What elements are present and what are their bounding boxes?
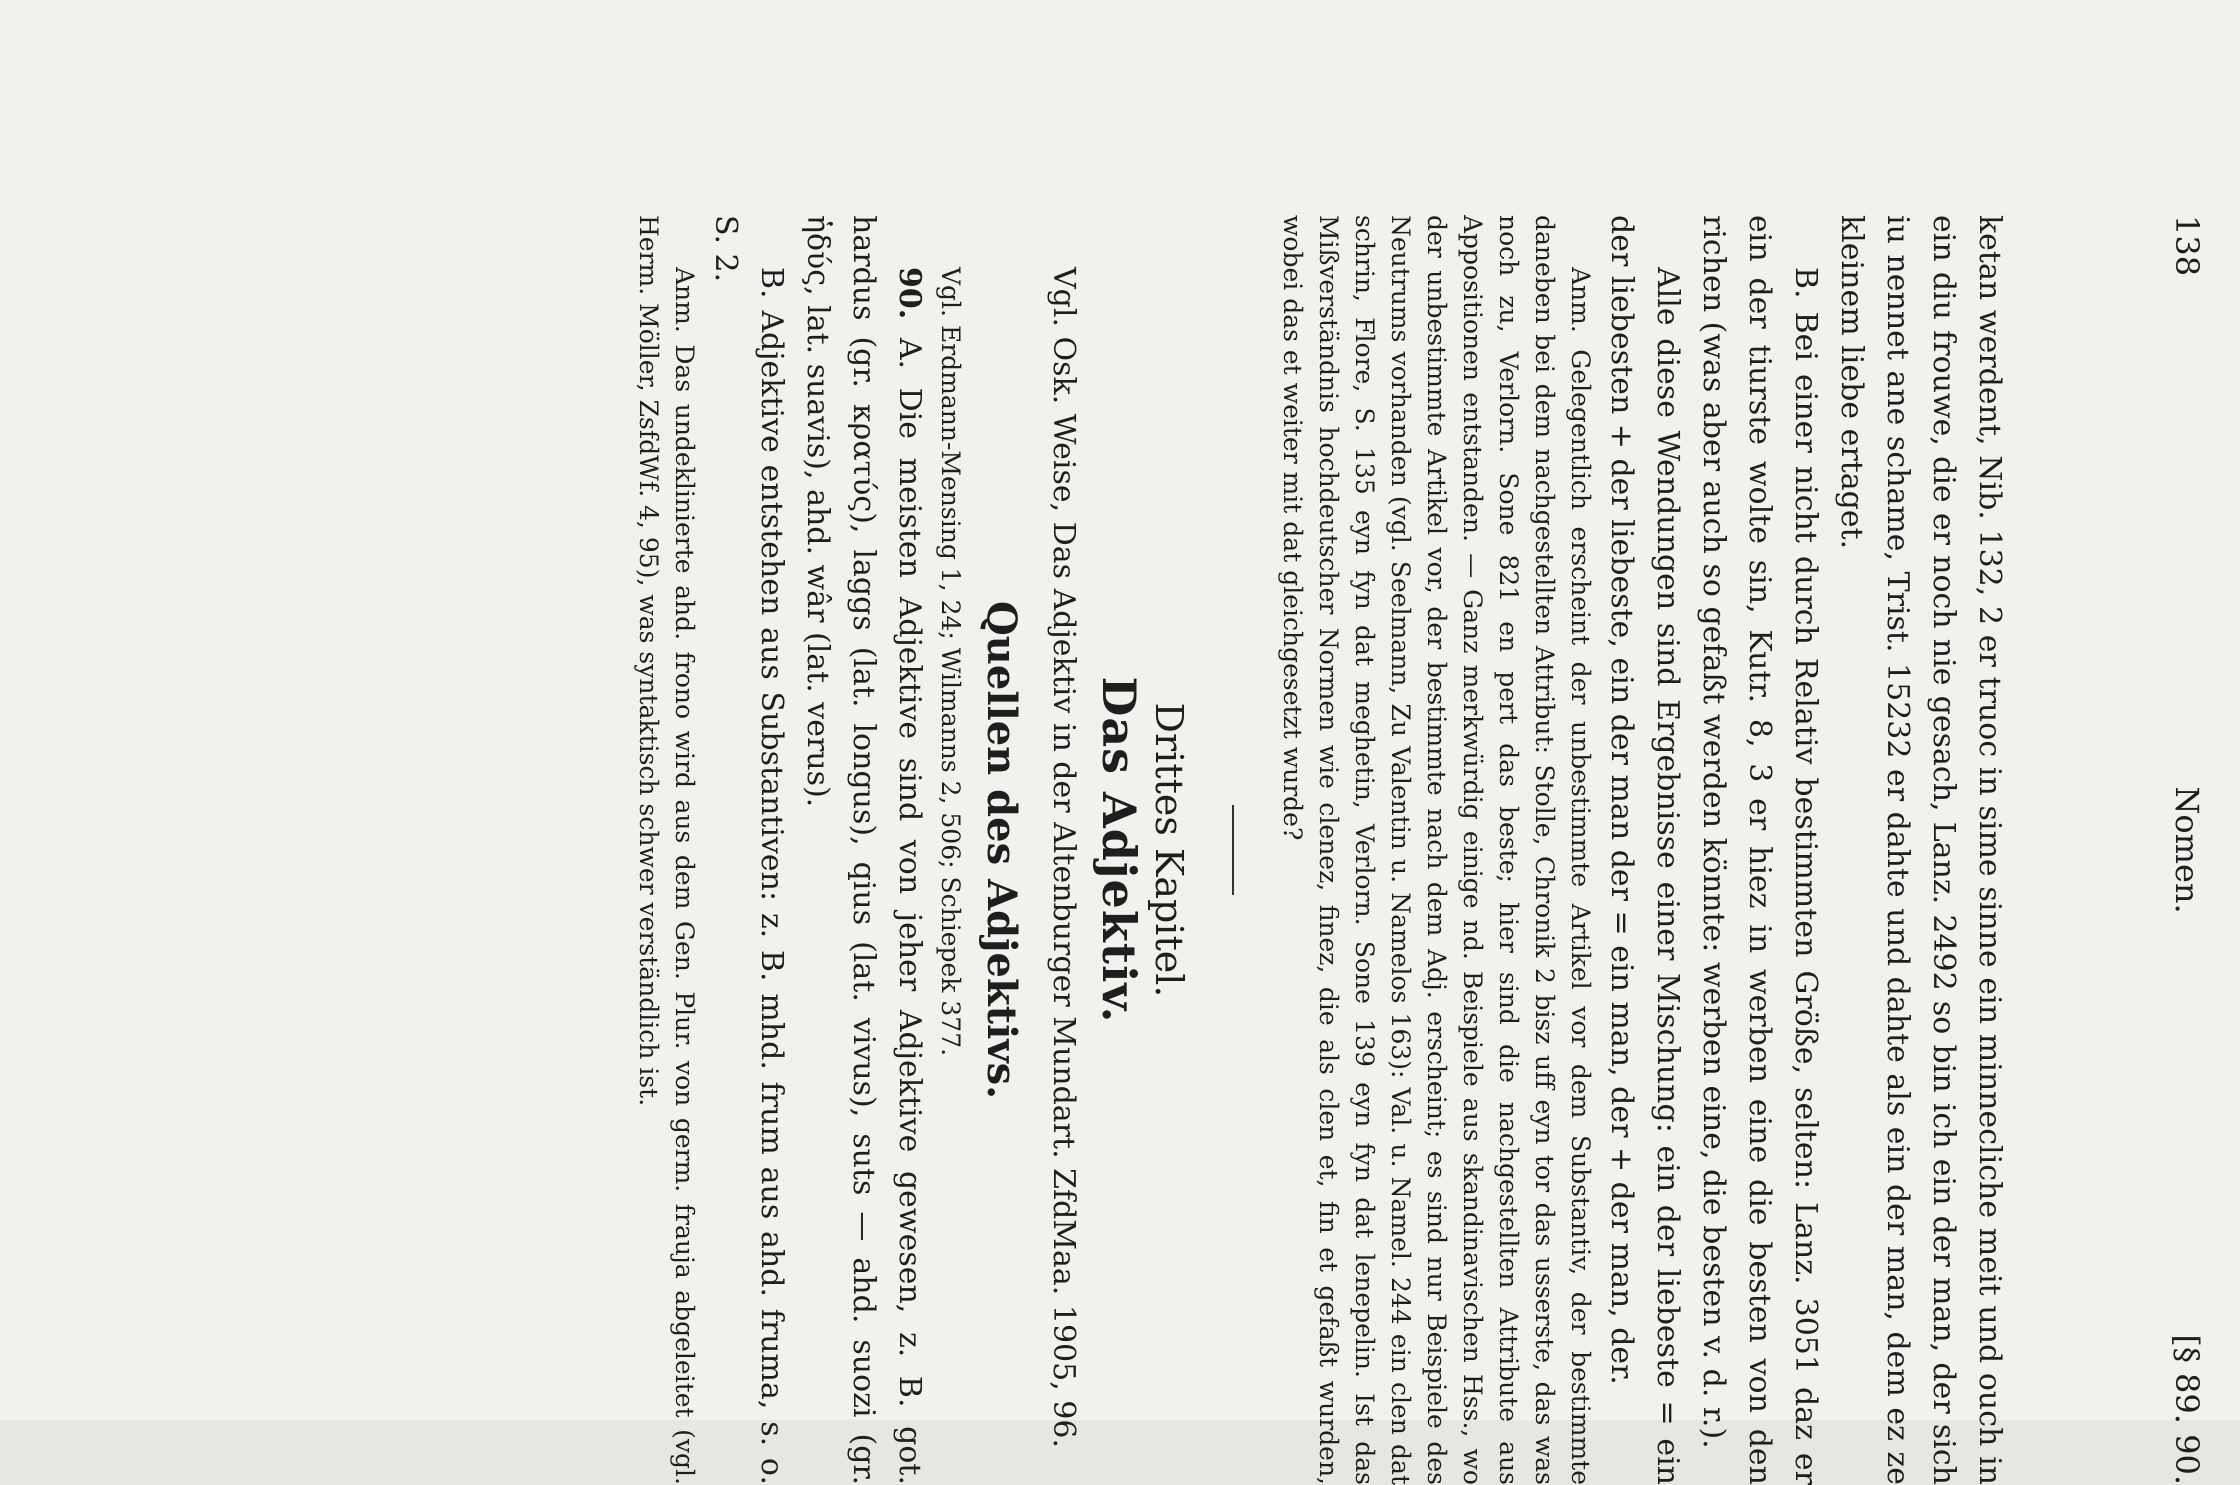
chapter-label: Drittes Kapitel. bbox=[1147, 702, 1191, 998]
paragraph-mischung: Alle diese Wendungen sind Ergebnisse einer Mischung: ein der liebeste = ein der liebesten + der liebeste, ein der man der = ein man, der + der man, der. bbox=[1604, 215, 1685, 1485]
note-anm-2: Anm. Das undeklinierte ahd. frono wird aus dem Gen. Plur. von germ. frauja abgeleitet (vgl. Herm. Möller, ZsfdWf. 4, 95), was syntaktisch schwer verständlich ist. bbox=[634, 215, 699, 1485]
section-range: [§ 89. 90. bbox=[2168, 1334, 2206, 1485]
paragraph-90b: B. Adjektive entstehen aus Substantiven: z. B. mhd. frum aus ahd. fruma, s. o. S. 2. bbox=[708, 215, 789, 1485]
paragraph-b: B. Bei einer nicht durch Relativ bestimmten Größe, selten: Lanz. 3051 daz er ein der tiurste wolte sin, Kutr. 8, 3 er hiez in werben eine die besten von den richen (was aber auch so gefaßt werden könnte: werben eine, die besten v. d. r.). bbox=[1696, 215, 1823, 1485]
paragraph-number: 90. bbox=[892, 267, 927, 320]
page-body bbox=[630, 215, 2012, 1485]
note-anm-1: Anm. Gelegentlich erscheint der unbestimmte Artikel vor dem Substantiv, der bestimmte daneben bei dem nachgestellten Attribut: Stolle, Chronik 2 bisz uff eyn tor das usserste, das was noch zu, Verlorn. Sone 821 en pert das beste; hier sind die nachgestellten Attribute aus Appositionen entstanden. — Ganz merkwürdig einige nd. Beispiele aus skandinavischen Hss., wo der unbestimmte Artikel vor, der bestimmte nach dem Adj. erscheint; es sind nur Beispiele des Neutrums vorhanden (vgl. Seelmann, Zu Valentin u. Namelos 163): Val. u. Namel. 244 ein clen dat schrin, Flore, S. 135 eyn fyn dat meghetin, Verlorn. Sone 139 eyn fyn dat lenepelin. Ist das Mißverständnis hochdeutscher Normen wie clenez, finez, die als clen et, fin et gefaßt wurden, wobei das et weiter mit dat gleichgesetzt wurde? bbox=[1278, 215, 1595, 1485]
page-header bbox=[2150, 215, 2210, 1485]
reference-weise: Vgl. Osk. Weise, Das Adjektiv in der Altenburger Mundart. ZfdMaa. 1905, 96. bbox=[1046, 267, 1081, 1448]
paragraph-90a-text: A. Die meisten Adjektive sind von jeher Adjektive gewesen, z. B. got. hardus (gr. κρατύς), laggs (lat. longus), qius (lat. vivus), suts — ahd. suozi (gr. ἡδύς, lat. suavis), ahd. wâr (lat. verus). bbox=[800, 215, 927, 1485]
section-title: Quellen des Adjektivs. bbox=[978, 600, 1025, 1100]
reference-list: Vgl. Erdmann-Mensing 1, 24; Wilmanns 2, 506; Schiepek 377. bbox=[936, 267, 965, 1057]
running-title: Nomen. bbox=[2168, 786, 2206, 914]
paragraph-90a bbox=[794, 215, 932, 1485]
section-divider bbox=[1232, 805, 1234, 895]
paragraph-continued: ketan werdent, Nib. 132, 2 er truoc in sime sinne ein minnecliche meit und ouch in ein diu frouwe, die er noch nie gesach, Lanz. 2492 so bin ich ein der man, der sich iu nennet ane schame, Trist. 15232 er dahte und dahte als ein der man, dem ez ze kleinem liebe ertaget. bbox=[1834, 215, 2007, 1485]
page-number: 138 bbox=[2168, 215, 2206, 277]
chapter-title: Das Adjektiv. bbox=[1092, 676, 1146, 1024]
